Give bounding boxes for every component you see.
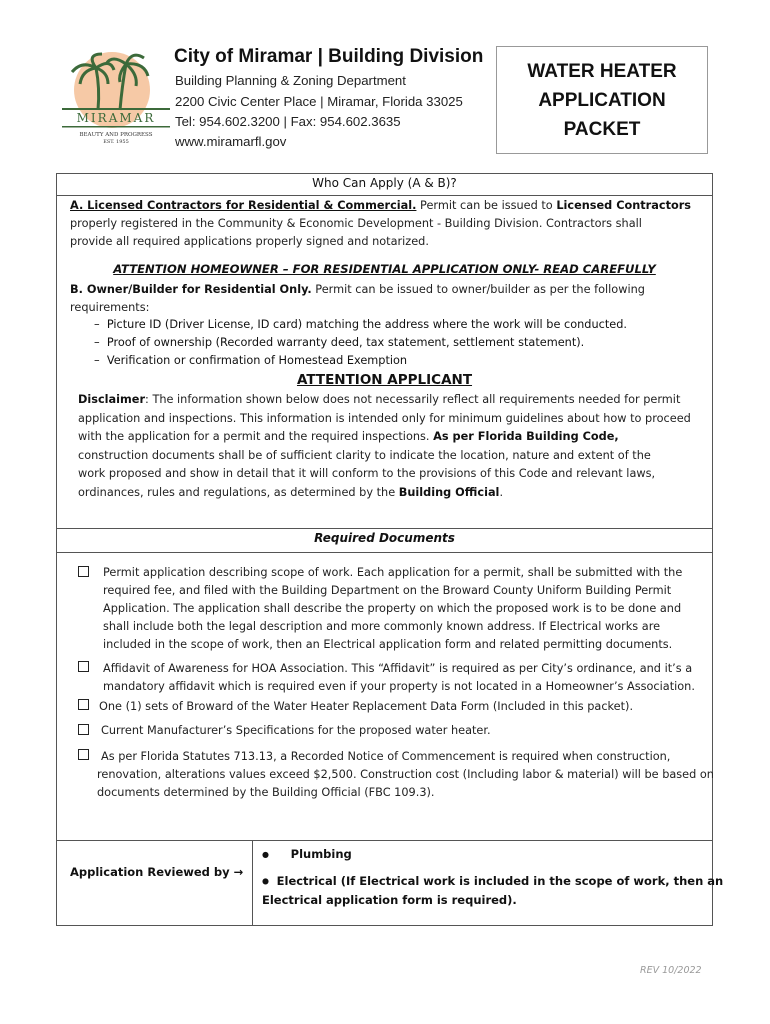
checkbox-data-form[interactable] (78, 699, 89, 710)
who-can-apply-title: Who Can Apply (A & B)? (312, 176, 457, 190)
owner-requirements-list (94, 316, 627, 370)
attention-homeowner: ATTENTION HOMEOWNER – FOR RESIDENTIAL APPLICATION ONLY- READ CAREFULLY (113, 262, 656, 276)
section-a-text: Permit can be issued to (416, 199, 557, 212)
section-a (70, 197, 700, 251)
logo-text: MIRAMAR (76, 111, 156, 125)
packet-title-line1: WATER HEATER (527, 60, 677, 82)
packet-title-box (496, 46, 708, 154)
section-b-text: Permit can be issued to owner/builder as per the following (311, 283, 645, 296)
required-documents-title: Required Documents (314, 531, 455, 545)
divider (56, 528, 713, 529)
application-reviewed-by: Application Reviewed by → (70, 865, 244, 879)
licensed-contractors-bold: Licensed Contractors (556, 199, 692, 212)
packet-title-line2: APPLICATION (538, 89, 666, 111)
logo-est: EST. 1955 (103, 139, 129, 145)
checkbox-permit-application[interactable] (78, 566, 89, 577)
list-item: – Proof of ownership (Recorded warranty deed, tax statement, settlement statement). (94, 336, 585, 349)
address: 2200 Civic Center Place | Miramar, Florida 33025 (175, 94, 463, 109)
packet-title-line3: PACKET (563, 118, 641, 140)
divider (252, 840, 253, 926)
section-b-line2: requirements: (70, 301, 150, 314)
section-b-heading: B. Owner/Builder for Residential Only. (70, 283, 312, 296)
disclaimer: Disclaimer: The information shown below does not necessarily reflect all requirements needed for permit application and inspections. This information is intended only for minimum guidelines about how to proceed with the application for a permit and the required inspections. As per Florida Building Code, construction documents shall be of sufficient clarity to indicate the location, nature and extent of the work proposed and show in detail that it will conform to the provisions of this Code and relevant laws, ordinances, rules and regulations, as determined by the Building Official. (78, 393, 691, 499)
list-item: – Picture ID (Driver License, ID card) matching the address where the work will be conducted. (94, 318, 627, 331)
bullet-icon: ● (262, 850, 269, 859)
disclaimer-label: Disclaimer (78, 393, 146, 406)
section-a-line3: provide all required applications properly signed and notarized. (70, 235, 429, 248)
plumbing-item: ● Plumbing (262, 847, 352, 861)
divider (56, 552, 713, 553)
doc-permit-application: Permit application describing scope of work. Each application for a permit, shall be submitted with the required fee, and filed with the Building Department on the Broward County Uniform Building Permit Application. The application shall describe the property on which the proposed work is to be done and shall include both the legal description and more commonly known address. If Electrical works are included in the scope of work, then an Electrical application form and related permitting documents. (103, 566, 683, 651)
section-a-heading: A. Licensed Contractors for Residential & Commercial. (70, 199, 417, 212)
electrical-item: ● Electrical (If Electrical work is included in the scope of work, then an Electrical application form is required). (262, 874, 724, 907)
checkbox-hoa-affidavit[interactable] (78, 661, 89, 672)
doc-hoa-affidavit: Affidavit of Awareness for HOA Association. This “Affidavit” is required as per City’s ordinance, and it’s a mandatory affidavit which is required even if your property is not located in a Homeowner’s Association. (103, 662, 695, 693)
miramar-logo (62, 48, 170, 148)
logo-tagline: BEAUTY AND PROGRESS (79, 132, 153, 138)
doc-manufacturer-specs: Current Manufacturer’s Specifications for the proposed water heater. (101, 724, 491, 737)
doc-notice-commencement: As per Florida Statutes 713.13, a Recorded Notice of Commencement is required when construction, renovation, alterations values exceed $2,500. Construction cost (Including labor & material) will be based on documents determined by the Building Official (FBC 109.3). (97, 750, 714, 799)
palm-tree-logo-icon (62, 48, 170, 148)
revision-date: REV 10/2022 (640, 965, 702, 976)
attention-applicant-title: ATTENTION APPLICANT (296, 372, 473, 388)
doc-data-form: One (1) sets of Broward of the Water Heater Replacement Data Form (Included in this packet). (99, 700, 634, 713)
phone-fax: Tel: 954.602.3200 | Fax: 954.602.3635 (175, 114, 401, 129)
website-link[interactable]: www.miramarfl.gov (175, 134, 287, 149)
section-b (70, 281, 700, 317)
checkbox-notice-commencement[interactable] (78, 749, 89, 760)
list-item: – Verification or confirmation of Homestead Exemption (94, 354, 408, 367)
checkbox-manufacturer-specs[interactable] (78, 724, 89, 735)
bullet-icon: ● (262, 876, 269, 886)
divider (56, 840, 713, 841)
section-a-line2: properly registered in the Community & Economic Development - Building Division. Contractors shall (70, 217, 642, 230)
division-title: City of Miramar | Building Division (174, 46, 484, 67)
department-name: Building Planning & Zoning Department (175, 73, 406, 88)
divider (56, 195, 713, 196)
